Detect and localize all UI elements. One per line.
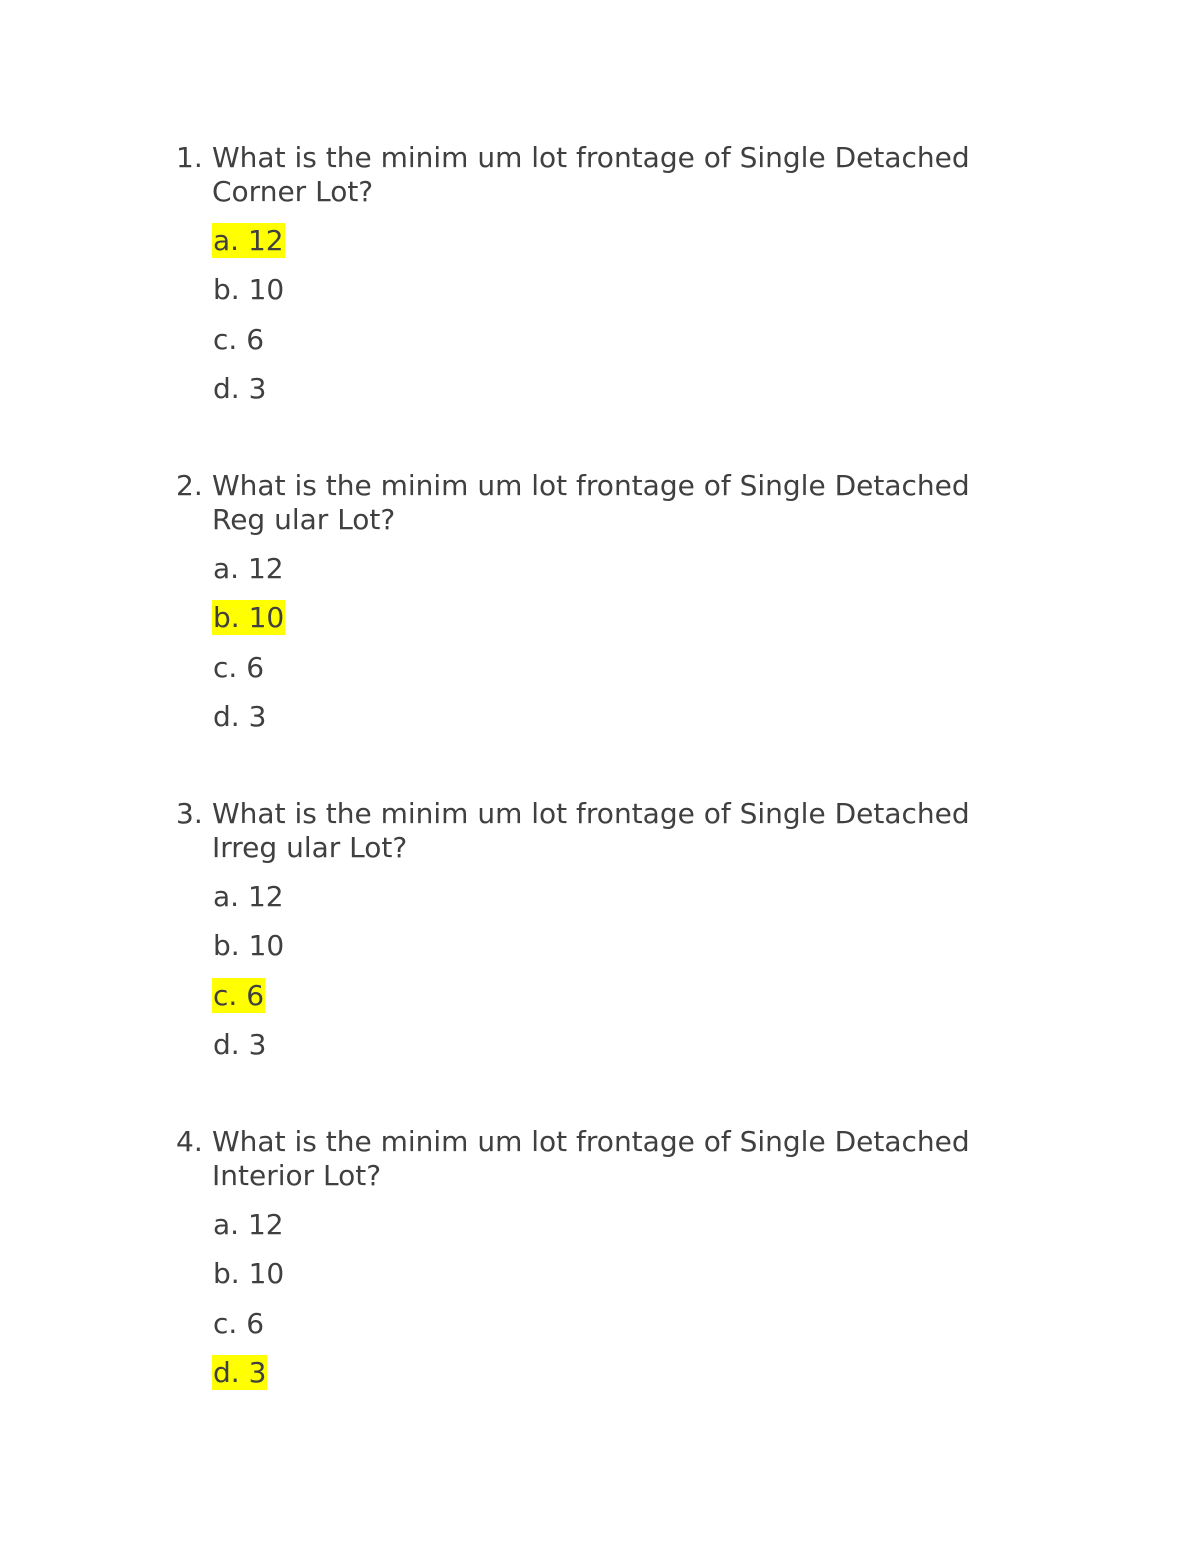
- option-c: [212, 650, 1036, 699]
- option-d: [212, 699, 1036, 748]
- option-d: [212, 1027, 1036, 1076]
- option-label: [212, 928, 285, 963]
- option-letter: a.: [213, 1208, 240, 1241]
- option-value: 3: [248, 1355, 267, 1389]
- option-letter: d.: [213, 1355, 240, 1389]
- option-letter: d.: [213, 1027, 240, 1061]
- option-value: 10: [248, 929, 285, 963]
- option-b: [212, 600, 1036, 649]
- options-list: [212, 1207, 1036, 1404]
- option-a: [212, 551, 1036, 600]
- option-value: 3: [248, 699, 267, 733]
- option-value: 10: [248, 273, 285, 307]
- option-value: 10: [248, 601, 285, 635]
- question-text: What is the minim um lot frontage of Single Detached Irreg ular Lot?: [212, 797, 970, 864]
- option-c: [212, 1306, 1036, 1355]
- option-letter: c.: [213, 650, 238, 684]
- option-label: [212, 650, 265, 685]
- option-label: [212, 322, 265, 357]
- option-label: [212, 1355, 267, 1390]
- option-c: [212, 978, 1036, 1027]
- question-2: [176, 469, 1036, 748]
- option-letter: b.: [213, 1257, 240, 1291]
- option-value: 12: [247, 552, 284, 585]
- option-letter: a.: [213, 880, 240, 913]
- question-text: What is the minim um lot frontage of Single Detached Interior Lot?: [212, 1125, 970, 1192]
- options-list: [212, 551, 1036, 748]
- question-1: [176, 141, 1036, 420]
- option-a: [212, 879, 1036, 928]
- question-text: What is the minim um lot frontage of Single Detached Reg ular Lot?: [212, 469, 970, 536]
- option-value: 12: [247, 224, 284, 257]
- question-text: What is the minim um lot frontage of Single Detached Corner Lot?: [212, 141, 970, 208]
- option-value: 12: [247, 1208, 284, 1241]
- option-letter: c.: [213, 322, 238, 356]
- option-value: 3: [248, 1027, 267, 1061]
- option-b: [212, 1256, 1036, 1305]
- question-header: [176, 141, 1036, 209]
- option-label: [212, 879, 285, 914]
- option-value: 6: [246, 1306, 265, 1340]
- option-label: [212, 551, 285, 586]
- option-value: 6: [246, 978, 265, 1012]
- question-number: 3.: [176, 797, 203, 830]
- option-label: [212, 1256, 285, 1291]
- option-d: [212, 1355, 1036, 1404]
- option-value: 6: [246, 650, 265, 684]
- option-letter: a.: [213, 552, 240, 585]
- option-value: 10: [248, 1257, 285, 1291]
- option-letter: c.: [213, 978, 238, 1012]
- question-3: [176, 797, 1036, 1076]
- option-b: [212, 272, 1036, 321]
- option-b: [212, 928, 1036, 977]
- question-4: [176, 1125, 1036, 1404]
- option-letter: b.: [213, 601, 240, 635]
- question-header: [176, 469, 1036, 537]
- option-letter: d.: [213, 699, 240, 733]
- option-label: [212, 371, 267, 406]
- question-header: [176, 797, 1036, 865]
- option-label: [212, 699, 267, 734]
- option-label: [212, 223, 285, 258]
- question-number: 1.: [176, 141, 203, 174]
- question-number: 2.: [176, 469, 203, 502]
- option-letter: a.: [213, 224, 240, 257]
- option-label: [212, 1027, 267, 1062]
- option-label: [212, 272, 285, 307]
- option-value: 6: [246, 322, 265, 356]
- option-value: 3: [248, 371, 267, 405]
- question-number: 4.: [176, 1125, 203, 1158]
- option-c: [212, 322, 1036, 371]
- option-letter: b.: [213, 273, 240, 307]
- option-letter: c.: [213, 1306, 238, 1340]
- option-letter: b.: [213, 929, 240, 963]
- options-list: [212, 879, 1036, 1076]
- option-label: [212, 600, 285, 635]
- option-label: [212, 1306, 265, 1341]
- option-label: [212, 1207, 285, 1242]
- question-header: [176, 1125, 1036, 1193]
- option-letter: d.: [213, 371, 240, 405]
- option-a: [212, 1207, 1036, 1256]
- option-value: 12: [247, 880, 284, 913]
- option-label: [212, 978, 265, 1013]
- option-a: [212, 223, 1036, 272]
- option-d: [212, 371, 1036, 420]
- options-list: [212, 223, 1036, 420]
